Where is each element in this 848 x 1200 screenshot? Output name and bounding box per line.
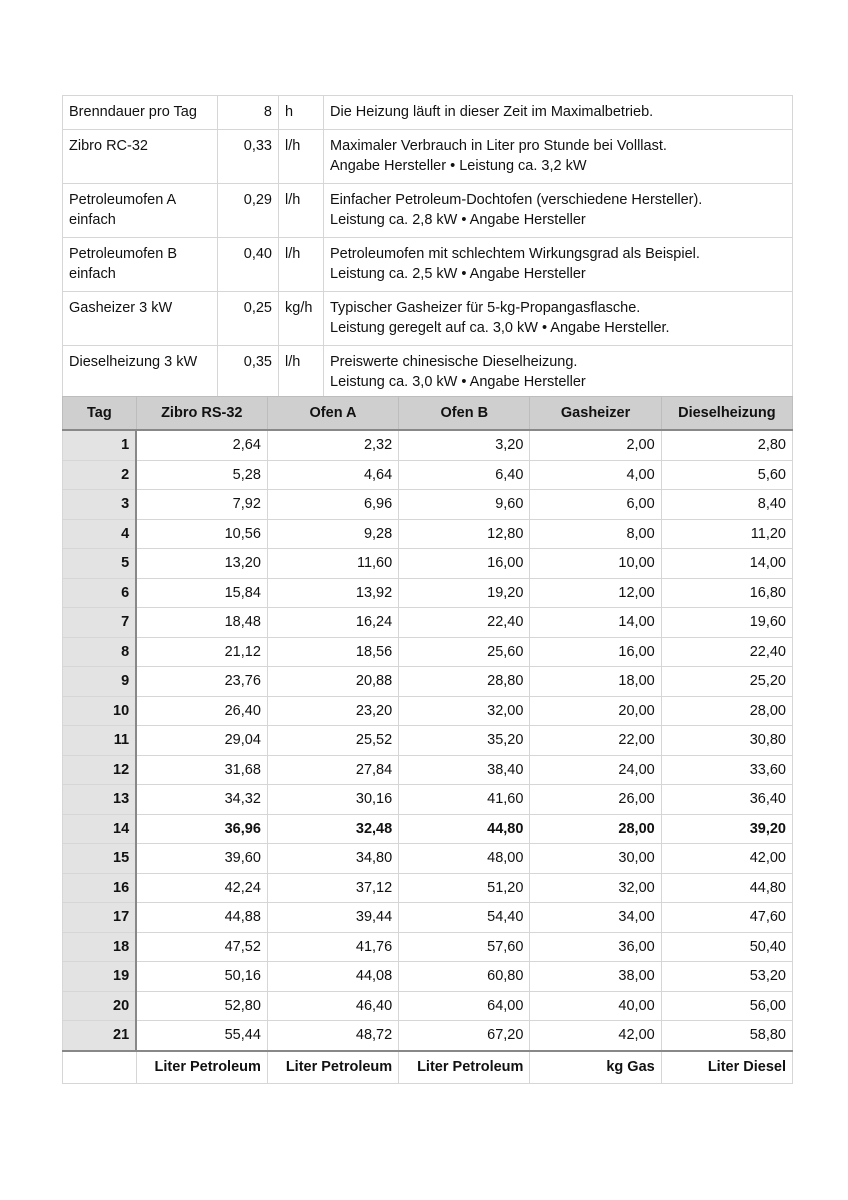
parameter-row [63,96,793,130]
column-header: Zibro RS-32 [136,397,267,431]
value-cell: 25,20 [661,667,792,697]
value-cell: 28,00 [661,696,792,726]
column-header: Ofen B [399,397,530,431]
value-cell: 57,60 [399,932,530,962]
description-line-2: Leistung geregelt auf ca. 3,0 kW • Angabe Hersteller. [330,320,670,336]
value-cell: 42,24 [136,873,267,903]
day-cell: 10 [63,696,137,726]
parameter-name: Petroleumofen B einfach [63,238,218,292]
day-cell: 15 [63,844,137,874]
value-cell: 25,60 [399,637,530,667]
description-line-1: Einfacher Petroleum-Dochtofen (verschiedene Hersteller). [330,192,703,208]
day-cell: 9 [63,667,137,697]
value-cell: 34,80 [267,844,398,874]
value-cell: 14,00 [661,549,792,579]
value-cell: 21,12 [136,637,267,667]
parameter-value: 0,25 [218,292,279,346]
value-cell: 26,40 [136,696,267,726]
value-cell: 48,00 [399,844,530,874]
value-cell: 36,00 [530,932,661,962]
day-cell: 11 [63,726,137,756]
day-cell: 3 [63,490,137,520]
value-cell: 39,20 [661,814,792,844]
unit-cell: Liter Petroleum [267,1051,398,1084]
day-cell: 12 [63,755,137,785]
day-cell: 13 [63,785,137,815]
value-cell: 46,40 [267,991,398,1021]
value-cell: 32,00 [399,696,530,726]
table-row [63,755,793,785]
value-cell: 54,40 [399,903,530,933]
value-cell: 36,40 [661,785,792,815]
parameter-row [63,238,793,292]
value-cell: 53,20 [661,962,792,992]
value-cell: 29,04 [136,726,267,756]
value-cell: 50,16 [136,962,267,992]
value-cell: 25,52 [267,726,398,756]
value-cell: 44,88 [136,903,267,933]
value-cell: 20,00 [530,696,661,726]
value-cell: 16,80 [661,578,792,608]
day-cell: 20 [63,991,137,1021]
value-cell: 28,80 [399,667,530,697]
value-cell: 26,00 [530,785,661,815]
parameter-description [324,130,793,184]
value-cell: 39,60 [136,844,267,874]
value-cell: 22,00 [530,726,661,756]
value-cell: 58,80 [661,1021,792,1051]
value-cell: 23,76 [136,667,267,697]
unit-cell [63,1051,137,1084]
value-cell: 6,96 [267,490,398,520]
description-line-1: Petroleumofen mit schlechtem Wirkungsgrad als Beispiel. [330,246,700,262]
value-cell: 13,92 [267,578,398,608]
unit-cell: Liter Diesel [661,1051,792,1084]
parameter-table [62,95,793,400]
table-row [63,667,793,697]
parameter-row [63,292,793,346]
value-cell: 6,00 [530,490,661,520]
value-cell: 67,20 [399,1021,530,1051]
description-line-2: Angabe Hersteller • Leistung ca. 3,2 kW [330,158,587,174]
parameter-description [324,346,793,400]
value-cell: 50,40 [661,932,792,962]
table-row [63,637,793,667]
table-row [63,430,793,460]
column-header-tag: Tag [63,397,137,431]
column-header: Ofen A [267,397,398,431]
day-cell: 18 [63,932,137,962]
value-cell: 22,40 [399,608,530,638]
value-cell: 20,88 [267,667,398,697]
value-cell: 51,20 [399,873,530,903]
parameter-unit: l/h [279,346,324,400]
value-cell: 41,60 [399,785,530,815]
table-row [63,873,793,903]
column-header: Gasheizer [530,397,661,431]
value-cell: 47,52 [136,932,267,962]
parameter-description [324,238,793,292]
column-header: Dieselheizung [661,397,792,431]
parameter-row [63,346,793,400]
table-row [63,1021,793,1051]
value-cell: 35,20 [399,726,530,756]
value-cell: 64,00 [399,991,530,1021]
value-cell: 16,00 [530,637,661,667]
value-cell: 2,64 [136,430,267,460]
parameter-name: Dieselheizung 3 kW [63,346,218,400]
day-cell: 19 [63,962,137,992]
value-cell: 38,40 [399,755,530,785]
value-cell: 6,40 [399,460,530,490]
parameter-name: Brenndauer pro Tag [63,96,218,130]
parameter-value: 0,35 [218,346,279,400]
value-cell: 27,84 [267,755,398,785]
value-cell: 44,80 [399,814,530,844]
value-cell: 47,60 [661,903,792,933]
parameter-unit: kg/h [279,292,324,346]
table-row [63,785,793,815]
description-line-1: Typischer Gasheizer für 5-kg-Propangasflasche. [330,300,641,316]
parameter-value: 0,29 [218,184,279,238]
parameter-description [324,292,793,346]
value-cell: 11,20 [661,519,792,549]
value-cell: 44,80 [661,873,792,903]
value-cell: 44,08 [267,962,398,992]
value-cell: 41,76 [267,932,398,962]
value-cell: 5,28 [136,460,267,490]
value-cell: 8,00 [530,519,661,549]
value-cell: 15,84 [136,578,267,608]
value-cell: 2,32 [267,430,398,460]
day-cell: 6 [63,578,137,608]
value-cell: 30,16 [267,785,398,815]
units-row [63,1051,793,1084]
value-cell: 12,00 [530,578,661,608]
value-cell: 11,60 [267,549,398,579]
value-cell: 38,00 [530,962,661,992]
table-row [63,903,793,933]
day-cell: 7 [63,608,137,638]
value-cell: 10,00 [530,549,661,579]
parameter-unit: l/h [279,184,324,238]
day-cell: 8 [63,637,137,667]
value-cell: 33,60 [661,755,792,785]
value-cell: 4,64 [267,460,398,490]
parameter-unit: h [279,96,324,130]
day-cell: 1 [63,430,137,460]
value-cell: 42,00 [661,844,792,874]
day-cell: 21 [63,1021,137,1051]
unit-cell: Liter Petroleum [136,1051,267,1084]
parameter-description [324,96,793,130]
value-cell: 30,00 [530,844,661,874]
parameter-unit: l/h [279,130,324,184]
value-cell: 19,60 [661,608,792,638]
value-cell: 32,48 [267,814,398,844]
value-cell: 30,80 [661,726,792,756]
value-cell: 42,00 [530,1021,661,1051]
parameter-name: Petroleumofen A einfach [63,184,218,238]
parameter-description [324,184,793,238]
parameter-name: Zibro RC-32 [63,130,218,184]
table-row [63,726,793,756]
table-row [63,490,793,520]
day-cell: 14 [63,814,137,844]
value-cell: 36,96 [136,814,267,844]
value-cell: 19,20 [399,578,530,608]
value-cell: 2,80 [661,430,792,460]
parameter-unit: l/h [279,238,324,292]
description-line-1: Maximaler Verbrauch in Liter pro Stunde bei Volllast. [330,138,667,154]
day-cell: 2 [63,460,137,490]
value-cell: 10,56 [136,519,267,549]
table-row [63,519,793,549]
table-row [63,460,793,490]
parameter-value: 8 [218,96,279,130]
table-row [63,844,793,874]
parameter-value: 0,33 [218,130,279,184]
value-cell: 24,00 [530,755,661,785]
value-cell: 39,44 [267,903,398,933]
value-cell: 18,00 [530,667,661,697]
unit-cell: kg Gas [530,1051,661,1084]
value-cell: 14,00 [530,608,661,638]
value-cell: 31,68 [136,755,267,785]
value-cell: 16,00 [399,549,530,579]
table-row [63,991,793,1021]
table-row [63,962,793,992]
value-cell: 9,60 [399,490,530,520]
value-cell: 34,32 [136,785,267,815]
consumption-table [62,396,793,1084]
value-cell: 34,00 [530,903,661,933]
parameter-row [63,184,793,238]
table-row [63,932,793,962]
value-cell: 23,20 [267,696,398,726]
value-cell: 48,72 [267,1021,398,1051]
description-line-1: Die Heizung läuft in dieser Zeit im Maximalbetrieb. [330,104,654,120]
value-cell: 8,40 [661,490,792,520]
day-cell: 4 [63,519,137,549]
description-line-1: Preiswerte chinesische Dieselheizung. [330,354,578,370]
value-cell: 28,00 [530,814,661,844]
value-cell: 2,00 [530,430,661,460]
day-cell: 16 [63,873,137,903]
day-cell: 17 [63,903,137,933]
parameter-row [63,130,793,184]
table-row [63,608,793,638]
value-cell: 60,80 [399,962,530,992]
description-line-2: Leistung ca. 2,8 kW • Angabe Hersteller [330,212,586,228]
value-cell: 12,80 [399,519,530,549]
table-row [63,814,793,844]
value-cell: 18,56 [267,637,398,667]
day-cell: 5 [63,549,137,579]
value-cell: 7,92 [136,490,267,520]
value-cell: 55,44 [136,1021,267,1051]
parameter-value: 0,40 [218,238,279,292]
value-cell: 9,28 [267,519,398,549]
table-header-row [63,397,793,431]
table-row [63,549,793,579]
value-cell: 5,60 [661,460,792,490]
value-cell: 32,00 [530,873,661,903]
value-cell: 40,00 [530,991,661,1021]
parameter-name: Gasheizer 3 kW [63,292,218,346]
value-cell: 37,12 [267,873,398,903]
description-line-2: Leistung ca. 2,5 kW • Angabe Hersteller [330,266,586,282]
table-row [63,578,793,608]
description-line-2: Leistung ca. 3,0 kW • Angabe Hersteller [330,374,586,390]
value-cell: 22,40 [661,637,792,667]
value-cell: 52,80 [136,991,267,1021]
value-cell: 16,24 [267,608,398,638]
value-cell: 18,48 [136,608,267,638]
value-cell: 4,00 [530,460,661,490]
value-cell: 56,00 [661,991,792,1021]
table-row [63,696,793,726]
value-cell: 13,20 [136,549,267,579]
unit-cell: Liter Petroleum [399,1051,530,1084]
value-cell: 3,20 [399,430,530,460]
